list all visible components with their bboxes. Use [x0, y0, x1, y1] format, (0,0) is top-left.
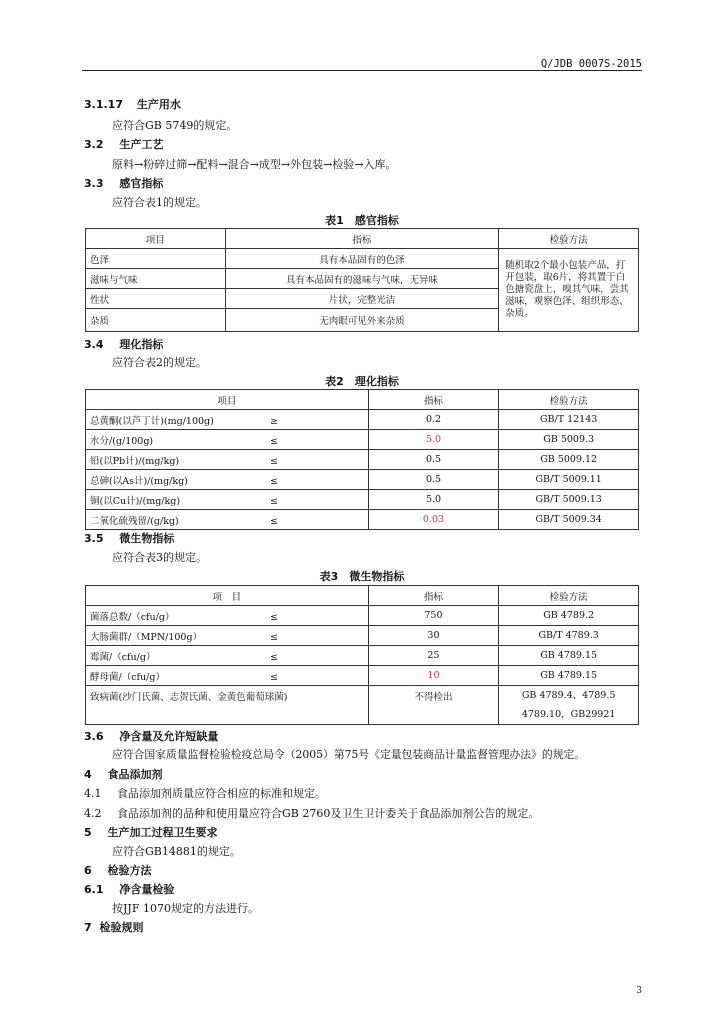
table2 — [85, 389, 639, 530]
table-row — [86, 510, 639, 530]
section-title: 检验方法 — [107, 864, 152, 877]
heading-3-6 — [84, 728, 218, 744]
table2-cell-op: ≥ — [270, 415, 278, 427]
table3-cell-item: 酵母菌/（cfu/g） — [90, 671, 165, 683]
heading-3-2 — [84, 136, 163, 152]
table3-cell-op: ≤ — [270, 671, 278, 683]
table3-cell-value: 25 — [368, 646, 499, 666]
section-text: 食品添加剂的品种和使用量应符合GB 2760及卫生卫计委关于食品添加剂公告的规定。 — [117, 807, 540, 820]
section-number: 5 — [84, 826, 92, 839]
table3-cell-method-line2: 4789.10，GB29921 — [521, 709, 616, 720]
paragraph-6-1: 按JJF 1070规定的方法进行。 — [112, 902, 259, 915]
table3-cell-method: GB 4789.15 — [499, 666, 639, 686]
table3-cell-value: 750 — [368, 606, 499, 626]
section-number: 4.2 — [84, 807, 102, 820]
table2-cell-method: GB/T 12143 — [499, 410, 639, 430]
table3-cell-item: 致病菌(沙门氏菌、志贺氏菌、金黄色葡萄球菌) — [86, 686, 369, 725]
table2-cell-op: ≤ — [270, 435, 278, 447]
heading-3-1-17 — [84, 96, 181, 112]
table2-header-value: 指标 — [368, 390, 499, 410]
section-title: 微生物指标 — [119, 532, 175, 545]
section-number: 6 — [84, 864, 92, 877]
table3-cell-item: 菌落总数/（cfu/g） — [90, 611, 175, 623]
table2-cell-method: GB 5009.3 — [499, 430, 639, 450]
heading-5 — [84, 824, 218, 840]
document-code: Q/JDB 0007S-2015 — [540, 58, 642, 70]
table3-caption: 表3 微生物指标 — [319, 570, 405, 583]
table-row — [86, 646, 639, 666]
table2-cell-op: ≤ — [270, 475, 278, 487]
section-number: 3.5 — [84, 532, 104, 545]
section-number: 4 — [84, 768, 92, 781]
table3-cell-method: GB 4789.4、4789.5 — [521, 690, 616, 701]
table3-cell-value: 30 — [368, 626, 499, 646]
table2-header-method: 检验方法 — [499, 390, 639, 410]
table3-cell-op: ≤ — [270, 651, 278, 663]
page-number: 3 — [636, 986, 642, 996]
section-number: 3.4 — [84, 338, 104, 351]
table2-header-item: 项目 — [86, 390, 369, 410]
table-row — [86, 686, 639, 725]
section-text: 食品添加剂质量应符合相应的标准和规定。 — [117, 787, 326, 800]
section-title: 生产加工过程卫生要求 — [107, 826, 218, 839]
heading-6-1 — [84, 881, 174, 897]
paragraph-5: 应符合GB14881的规定。 — [112, 845, 241, 858]
table2-cell-item: 铅(以Pb计)/(mg/kg) — [90, 455, 180, 467]
heading-3-5 — [84, 530, 174, 546]
section-title: 检验规则 — [99, 921, 144, 934]
table1-cell-item: 滋味与气味 — [86, 269, 226, 289]
section-title: 理化指标 — [119, 338, 164, 351]
header-rule — [82, 70, 642, 71]
table1-cell-value: 片状，完整光洁 — [225, 289, 498, 309]
table-row — [86, 626, 639, 646]
table2-cell-method: GB/T 5009.34 — [499, 510, 639, 530]
heading-3-3 — [84, 175, 163, 191]
table2-cell-value: 0.03 — [368, 510, 499, 530]
table1-cell-item: 色泽 — [86, 249, 226, 269]
section-title: 食品添加剂 — [107, 768, 163, 781]
table3 — [85, 585, 639, 725]
section-number: 3.2 — [84, 138, 104, 151]
table3-header-method: 检验方法 — [499, 586, 639, 606]
paragraph-3-1-17: 应符合GB 5749的规定。 — [112, 119, 238, 132]
paragraph-4-2 — [84, 805, 539, 821]
heading-7 — [84, 919, 144, 935]
table2-cell-item: 总砷(以As计)/(mg/kg) — [90, 475, 188, 487]
table1-header-item: 项目 — [86, 229, 226, 249]
section-number: 4.1 — [84, 787, 102, 800]
table-row — [86, 410, 639, 430]
paragraph-4-1 — [84, 785, 326, 801]
table2-cell-op: ≤ — [270, 455, 278, 467]
paragraph-3-4: 应符合表2的规定。 — [112, 356, 207, 369]
table1-cell-item: 性状 — [86, 289, 226, 309]
section-title: 净含量检验 — [119, 883, 175, 896]
table-row — [86, 430, 639, 450]
table3-cell-method: GB 4789.15 — [499, 646, 639, 666]
table-row — [86, 666, 639, 686]
paragraph-3-6: 应符合国家质量监督检验检疫总局令（2005）第75号《定量包装商品计量监督管理办法》的规定。 — [112, 748, 586, 761]
table3-header-value: 指标 — [368, 586, 499, 606]
section-number: 3.3 — [84, 177, 104, 190]
table2-cell-item: 铜(以Cu计)/(mg/kg) — [90, 495, 181, 507]
section-title: 生产工艺 — [119, 138, 164, 151]
section-number: 3.6 — [84, 730, 104, 743]
table2-cell-value: 0.5 — [368, 450, 499, 470]
table2-cell-item: 水分/(g/100g) — [90, 435, 154, 447]
table2-cell-value: 0.5 — [368, 470, 499, 490]
section-number: 7 — [84, 921, 92, 934]
table2-cell-value: 5.0 — [368, 490, 499, 510]
table3-cell-method: GB/T 4789.3 — [499, 626, 639, 646]
section-number: 6.1 — [84, 883, 104, 896]
table1-cell-method: 随机取2个最小包装产品，打开包装，取6片，将其置于白色搪瓷盘上，嗅其气味，尝其滋味，观察色泽、组织形态、杂质。 — [499, 249, 639, 332]
table3-cell-item: 大肠菌群/（MPN/100g） — [90, 631, 203, 643]
table2-cell-method: GB 5009.12 — [499, 450, 639, 470]
table3-cell-op: ≤ — [270, 631, 278, 643]
table-row — [86, 606, 639, 626]
table-row — [86, 249, 639, 269]
table-row — [86, 450, 639, 470]
table-row — [86, 470, 639, 490]
table2-cell-op: ≤ — [270, 495, 278, 507]
table2-cell-value: 0.2 — [368, 410, 499, 430]
table2-cell-item: 总黄酮(以芦丁计)(mg/100g) — [90, 415, 214, 427]
heading-3-4 — [84, 336, 163, 352]
section-title: 生产用水 — [136, 98, 181, 111]
table3-cell-method: GB 4789.2 — [499, 606, 639, 626]
table1-cell-value: 具有本品固有的滋味与气味，无异味 — [225, 269, 498, 289]
paragraph-3-3: 应符合表1的规定。 — [112, 196, 207, 209]
table1-cell-item: 杂质 — [86, 309, 226, 332]
table1-header-method: 检验方法 — [499, 229, 639, 249]
table2-cell-op: ≤ — [270, 515, 278, 527]
table1 — [85, 228, 639, 332]
section-number: 3.1.17 — [84, 98, 123, 111]
table3-header-item: 项 目 — [86, 586, 369, 606]
paragraph-3-2: 原料→粉碎过筛→配料→混合→成型→外包装→检验→入库。 — [112, 158, 397, 171]
table2-cell-method: GB/T 5009.13 — [499, 490, 639, 510]
table1-caption: 表1 感官指标 — [325, 214, 399, 227]
table-row — [86, 490, 639, 510]
table1-cell-value: 具有本品固有的色泽 — [225, 249, 498, 269]
heading-4 — [84, 766, 163, 782]
table2-cell-value: 5.0 — [368, 430, 499, 450]
table1-cell-value: 无肉眼可见外来杂质 — [225, 309, 498, 332]
paragraph-3-5: 应符合表3的规定。 — [112, 551, 207, 564]
table3-cell-value: 不得检出 — [368, 686, 499, 725]
heading-6 — [84, 862, 152, 878]
section-title: 净含量及允许短缺量 — [119, 730, 219, 743]
table1-header-value: 指标 — [225, 229, 498, 249]
table2-cell-method: GB/T 5009.11 — [499, 470, 639, 490]
table3-cell-op: ≤ — [270, 611, 278, 623]
table3-cell-value: 10 — [368, 666, 499, 686]
table3-cell-item: 霉菌/（cfu/g） — [90, 651, 156, 663]
section-title: 感官指标 — [119, 177, 164, 190]
table2-caption: 表2 理化指标 — [325, 375, 399, 388]
table2-cell-item: 二氧化硫残留/(g/kg) — [90, 515, 179, 527]
